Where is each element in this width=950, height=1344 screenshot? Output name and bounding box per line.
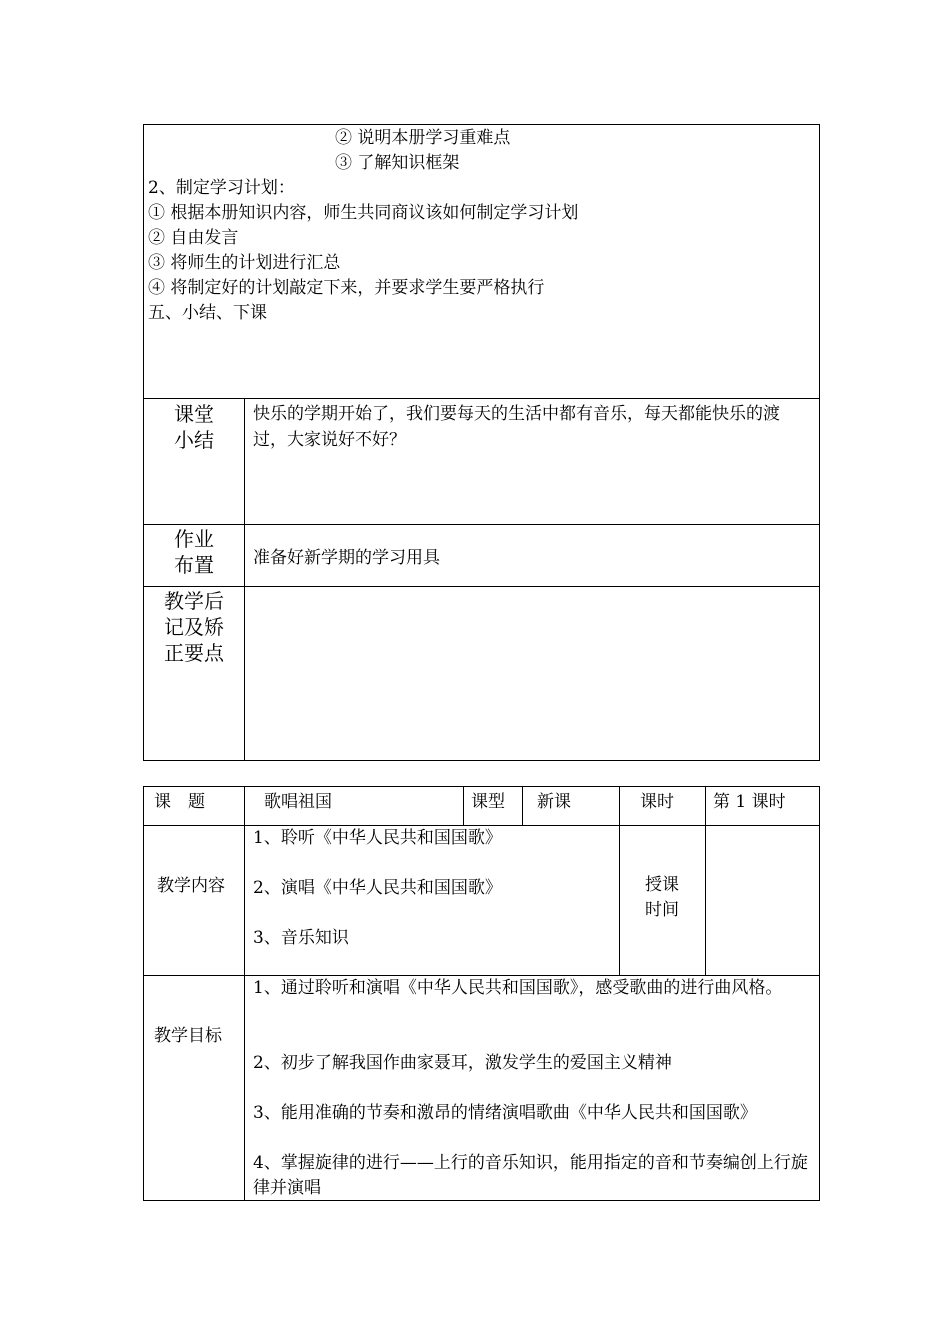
lesson-plan-table-2 [143,786,820,1201]
row-divider [144,398,819,399]
procedure-line: ② 自由发言 [148,228,239,248]
content-item: 1、聆听《中华人民共和国国歌》 [253,828,502,848]
homework-label: 作业 布置 [174,527,214,577]
procedure-line: 五、小结、下课 [148,303,267,323]
row-divider [144,586,819,587]
content-item: 2、演唱《中华人民共和国国歌》 [253,878,502,898]
row-divider [144,524,819,525]
procedure-line: ② 说明本册学习重难点 [335,128,511,148]
goal-item: 3、能用准确的节奏和激昂的情绪演唱歌曲《中华人民共和国国歌》 [253,1103,757,1123]
topic-value: 歌唱祖国 [264,792,332,812]
column-divider [463,787,464,825]
goals-label: 教学目标 [154,1026,222,1046]
type-value: 新课 [537,792,571,812]
column-divider [244,398,245,760]
column-divider [705,787,706,975]
summary-text: 快乐的学期开始了，我们要每天的生活中都有音乐，每天都能快乐的渡过，大家说好不好？ [253,404,780,450]
column-divider [244,787,245,1200]
procedure-line: ③ 了解知识框架 [335,153,460,173]
procedure-line: ③ 将师生的计划进行汇总 [148,253,341,273]
goal-item: 2、初步了解我国作曲家聂耳，激发学生的爱国主义精神 [253,1053,672,1073]
column-divider [522,787,523,825]
summary-label: 课堂 小结 [174,402,214,452]
type-label: 课型 [471,792,505,812]
period-label: 课时 [640,792,674,812]
period-value: 第 1 课时 [713,792,786,812]
topic-label: 课 题 [154,792,205,812]
homework-text: 准备好新学期的学习用具 [253,548,440,568]
content-item: 3、音乐知识 [253,928,349,948]
goal-item: 1、通过聆听和演唱《中华人民共和国国歌》，感受歌曲的进行曲风格。 [253,978,783,998]
content-label: 教学内容 [157,876,225,896]
goal-item: 4、掌握旋律的进行——上行的音乐知识，能用指定的音和节奏编创上行旋律并演唱 [253,1153,808,1198]
procedure-line: ④ 将制定好的计划敲定下来，并要求学生要严格执行 [148,278,545,298]
class-time-label: 授课 时间 [645,875,679,920]
procedure-line: ① 根据本册知识内容，师生共同商议该如何制定学习计划 [148,203,579,223]
lesson-plan-table-1 [143,124,820,761]
reflection-label: 教学后 记及矫 正要点 [164,589,224,665]
procedure-line: 2、制定学习计划： [148,178,295,198]
